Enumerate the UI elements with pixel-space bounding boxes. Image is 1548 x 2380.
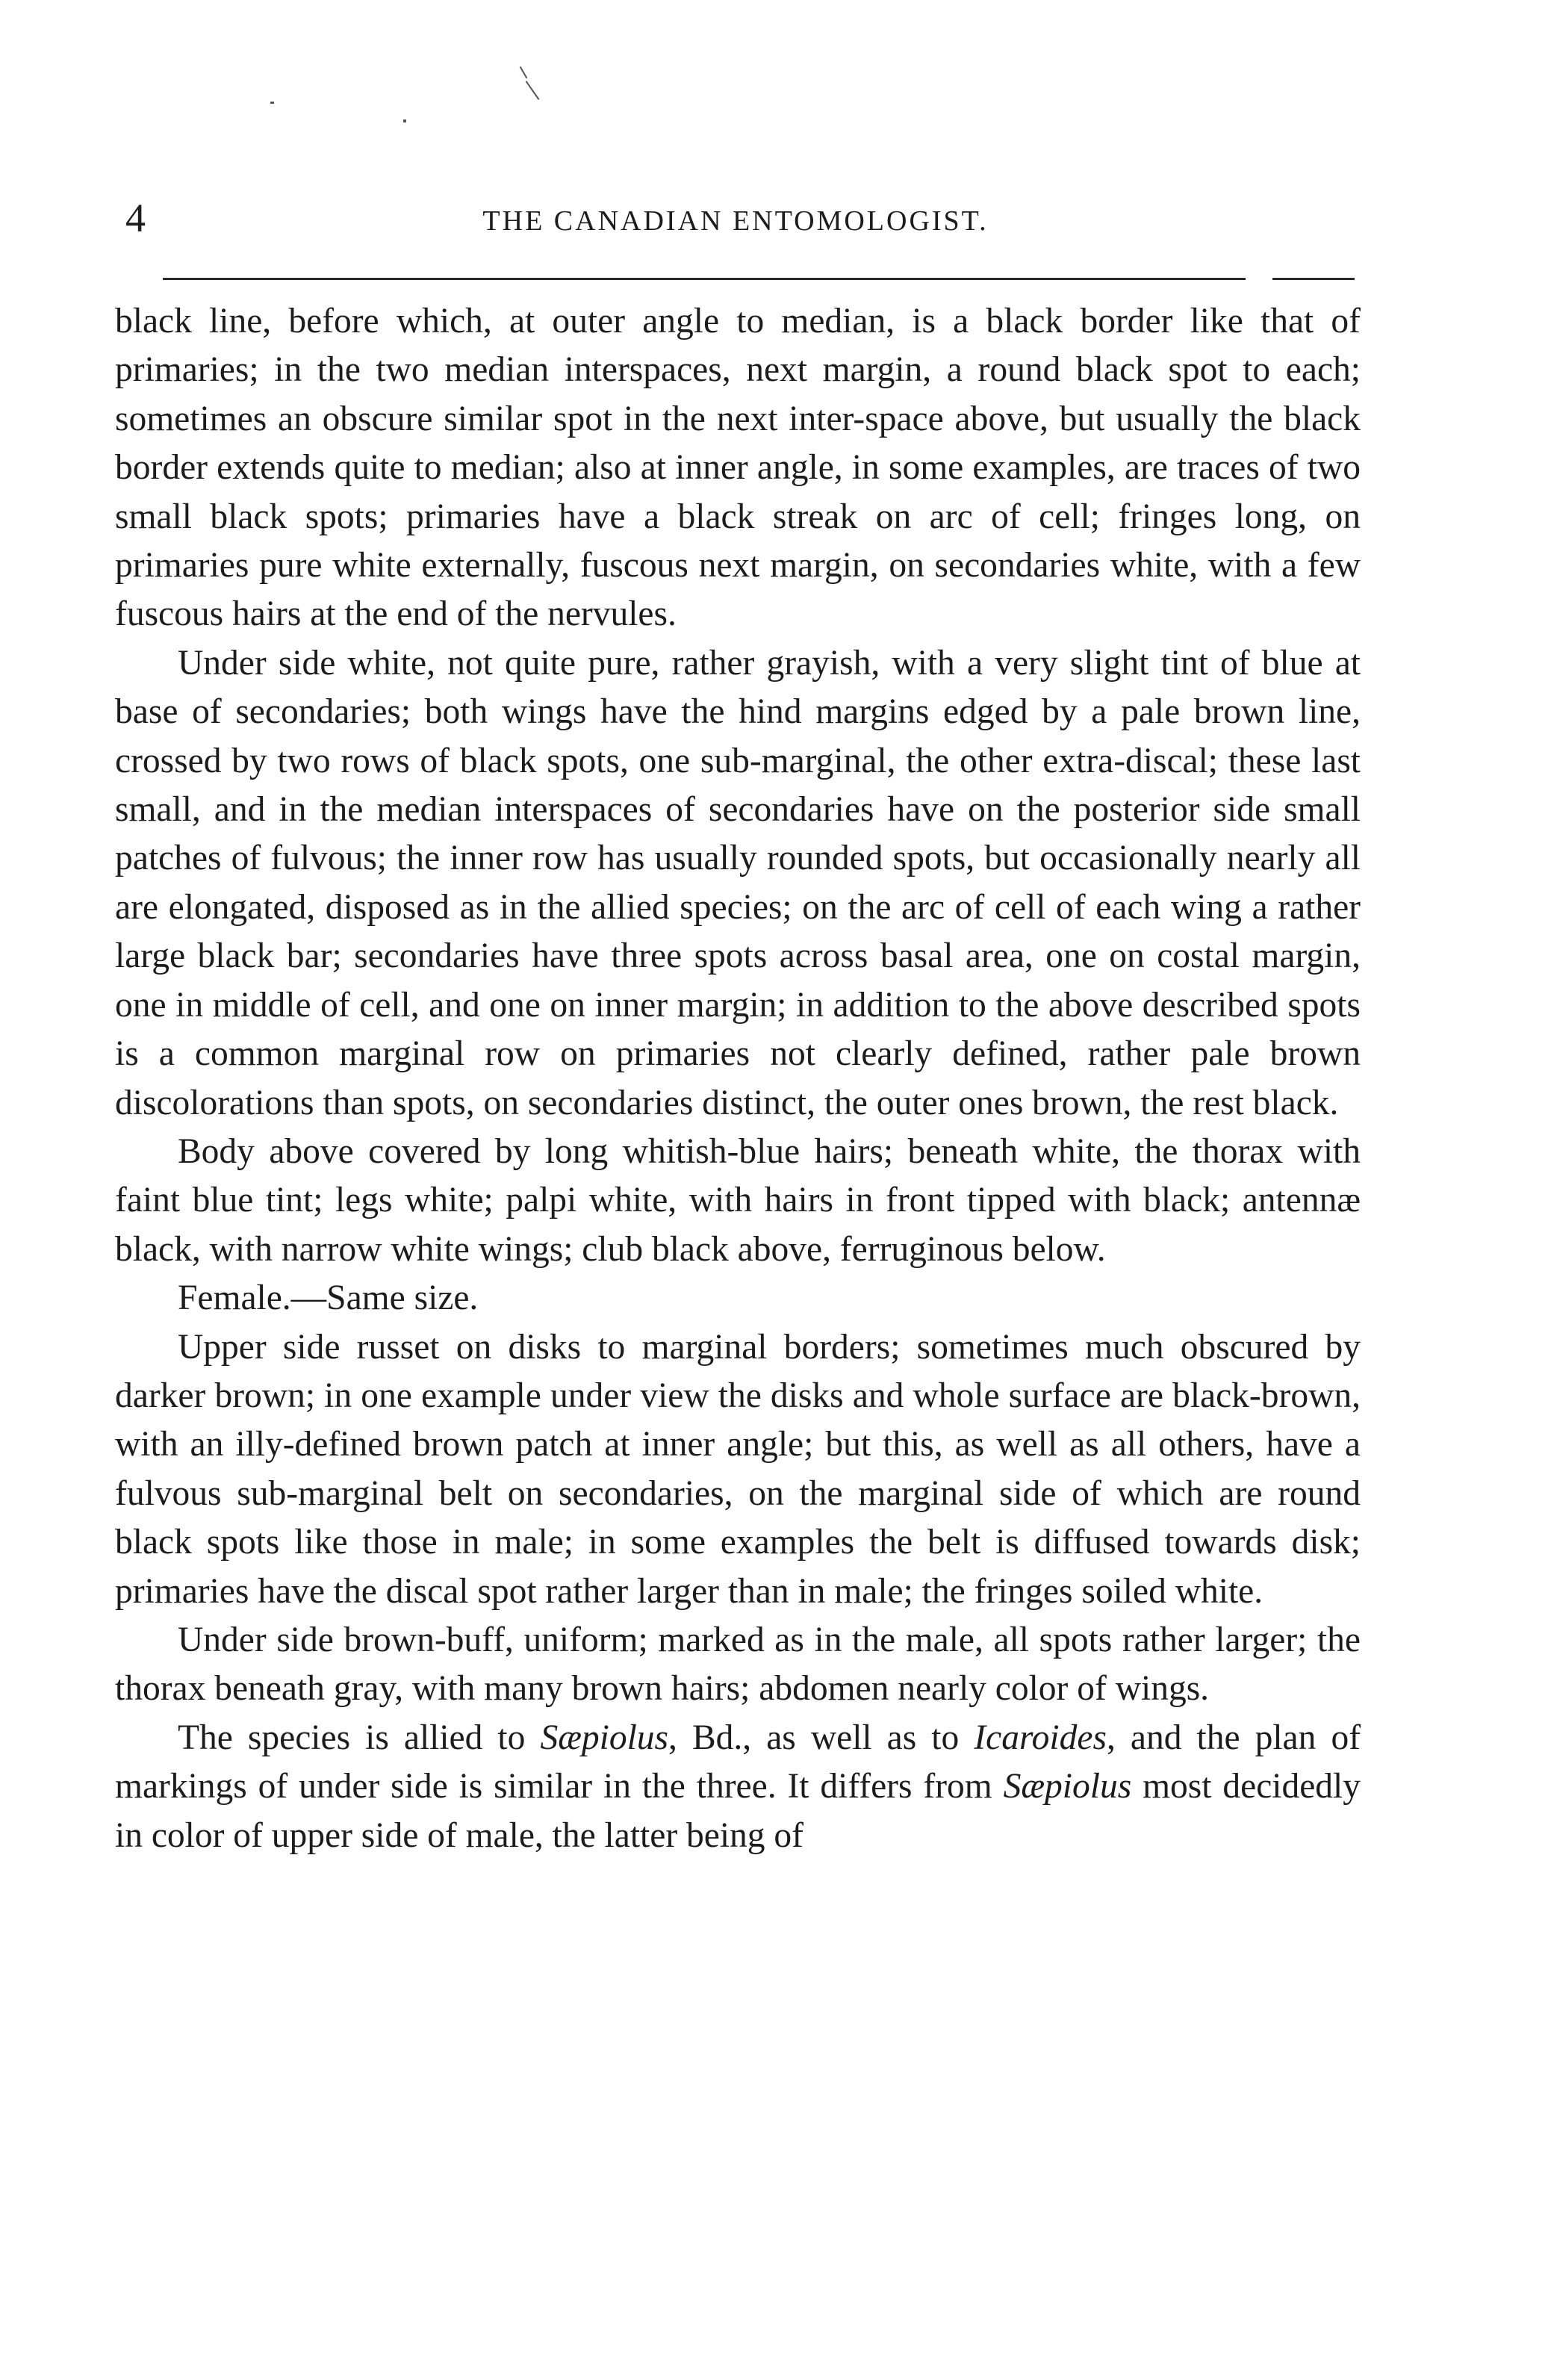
paragraph	[115, 1128, 1361, 1274]
paragraph-text: Under side brown-buff, uniform; marked as in the male, all spots rather larger; the thorax beneath gray, with many brown hairs; abdomen nearly color of wings.	[115, 1620, 1361, 1709]
print-speck	[403, 119, 406, 122]
print-speck	[526, 81, 540, 100]
print-speck	[520, 66, 528, 79]
paragraph-text: , and the plan of markings of under side is similar in the three. It differs from	[115, 1718, 1361, 1806]
paragraph-text: , Bd., as well as to	[668, 1718, 975, 1757]
running-title: THE CANADIAN ENTOMOLOGIST.	[482, 205, 989, 237]
paragraph	[115, 1714, 1361, 1860]
paragraph-text: The species is allied to	[178, 1718, 541, 1757]
paragraph	[115, 1323, 1361, 1616]
paragraph-text: Upper side russet on disks to marginal borders; sometimes much obscured by darker brown; in one example under view the disks and whole surface are black-brown, with an illy-defined brown patch at inner angle; but this, as well as all others, have a fulvous sub-marginal belt on secondaries, on the marginal side of which are round black spots like those in male; in some examples the belt is diffused towards disk; primaries have the discal spot rather larger than in male; the fringes soiled white.	[115, 1327, 1361, 1611]
paragraph	[115, 1274, 1361, 1323]
paragraph-text: most decidedly in color of upper side of male, the latter being of	[115, 1767, 1361, 1855]
page-header	[112, 196, 1359, 248]
paragraph-text: Under side white, not quite pure, rather grayish, with a very slight tint of blue at base of secondaries; both wings have the hind margins edged by a pale brown line, crossed by two rows of black spots, one sub-marginal, the other extra-discal; these last small, and in the median interspaces of secondaries have on the posterior side small patches of fulvous; the inner row has usually rounded spots, but occasionally nearly all are elongated, disposed as in the allied species; on the arc of cell of each wing a rather large black bar; secondaries have three spots across basal area, one on costal margin, one in middle of cell, and one on inner margin; in addition to the above described spots is a common marginal row on primaries not clearly defined, rather pale brown discolorations than spots, on secondaries distinct, the outer ones brown, the rest black.	[115, 643, 1361, 1122]
paragraph	[115, 639, 1361, 1128]
paragraph-text: black line, before which, at outer angle to median, is a black border like that of primaries; in the two median interspaces, next margin, a round black spot to each; sometimes an obscure similar spot in the next inter-space above, but usually the black border extends quite to median; also at inner angle, in some examples, are traces of two small black spots; primaries have a black streak on arc of cell; fringes long, on primaries pure white externally, fuscous next margin, on secondaries white, with a few fuscous hairs at the end of the nervules.	[115, 302, 1361, 634]
body-text	[115, 297, 1361, 1860]
paragraph	[115, 297, 1361, 639]
paragraph-text: Female.—Same size.	[178, 1278, 479, 1318]
header-rule	[163, 278, 1246, 280]
paragraph-text: Body above covered by long whitish-blue hairs; beneath white, the thorax with faint blue tint; legs white; palpi white, with hairs in front tipped with black; antennæ black, with narrow white wings; club black above, ferruginous below.	[115, 1131, 1361, 1269]
italic-species-name: Icaroides	[974, 1718, 1107, 1757]
paragraph	[115, 1616, 1361, 1714]
page-number: 4	[125, 196, 146, 240]
italic-species-name: Sæpiolus	[540, 1718, 669, 1757]
italic-species-name: Sæpiolus	[1003, 1767, 1132, 1806]
header-rule-short	[1272, 278, 1355, 280]
print-speck	[270, 102, 274, 104]
